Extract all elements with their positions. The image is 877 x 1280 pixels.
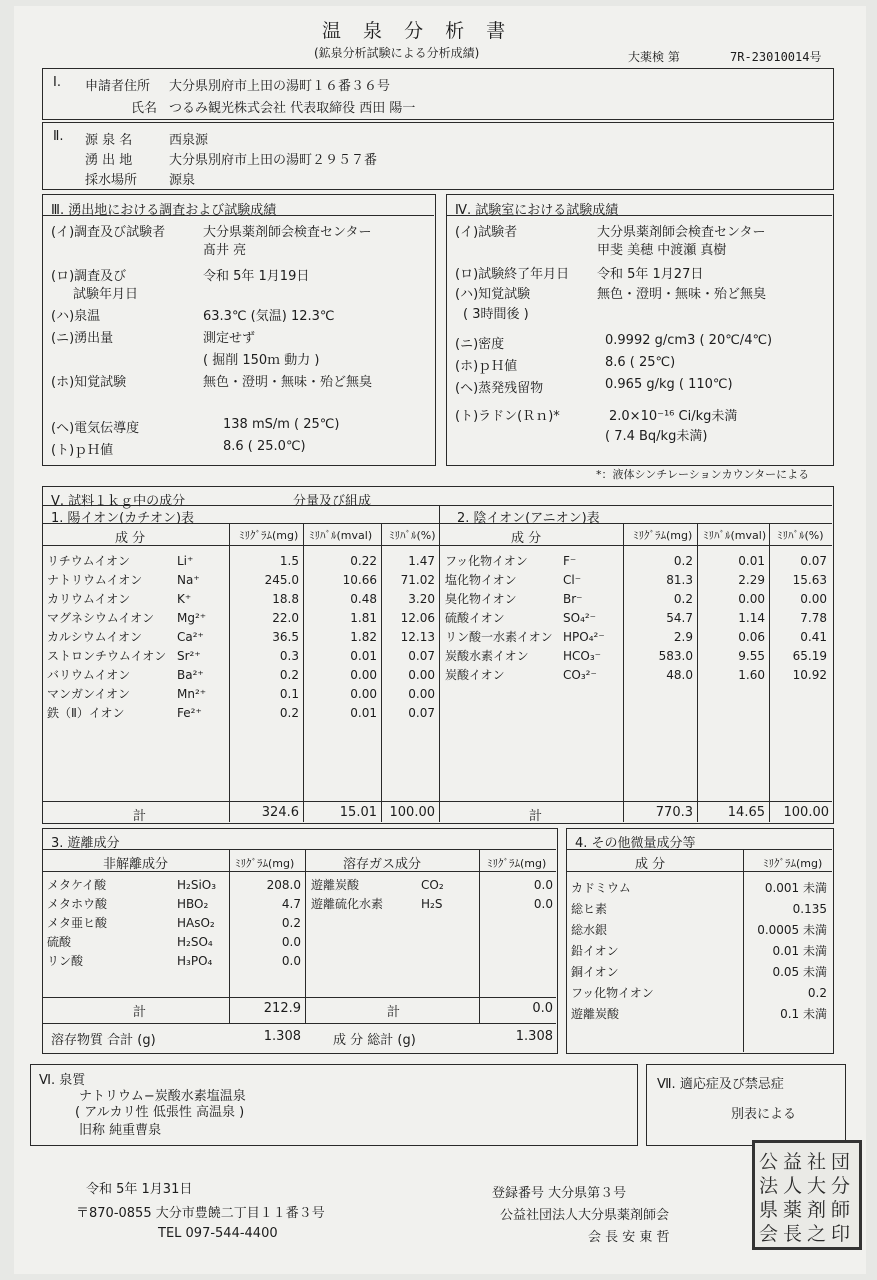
ion-name: バリウムイオン (47, 668, 131, 682)
ion-mval: 0.01 (738, 553, 765, 568)
lab-label: (ヘ)蒸発残留物 (455, 381, 544, 396)
component-mg: 0.0 (281, 934, 301, 949)
lab-value: 令和 5年 1月27日 (597, 267, 704, 282)
quality-line-1: ナトリウム−炭酸水素塩温泉 (79, 1089, 246, 1104)
trace-value: 0.1 未満 (780, 1007, 827, 1021)
document-subtitle: (鉱泉分析試験による分析成績) (314, 46, 480, 60)
sampling-place-label: 採水場所 (85, 173, 138, 188)
ion-mg: 1.5 (279, 553, 299, 568)
organization-name: 公益社団法人大分県薬剤師会 (500, 1208, 670, 1223)
applicant-box (42, 68, 834, 120)
dissolved-total-label: 溶存物質 合計 (g) (51, 1033, 156, 1048)
free-col-mg: ﾐﾘｸﾞﾗﾑ(mg) (235, 857, 295, 870)
component-formula: HAsO₂ (177, 915, 215, 930)
ion-mg: 36.5 (272, 629, 299, 644)
site-survey-box (42, 194, 436, 466)
lab-value: 8.6 ( 25℃) (605, 355, 676, 370)
spring-quality-box (30, 1064, 638, 1146)
ion-name: 硫酸イオン (445, 611, 505, 625)
ion-pct: 71.02 (400, 572, 435, 587)
ion-name: カルシウムイオン (47, 630, 142, 644)
trace-value: 0.0005 未満 (757, 923, 827, 937)
applicant-name: つるみ観光株式会社 代表取締役 西田 陽一 (169, 101, 416, 116)
quality-line-2: ( アルカリ性 低張性 高温泉 ) (75, 1105, 245, 1120)
survey-value: 無色・澄明・無味・殆ど無臭 (203, 375, 373, 390)
analysis-document (14, 6, 866, 1274)
table-row (567, 898, 831, 919)
cation-col-pct: ﾐﾘﾊﾞﾙ(%) (389, 529, 436, 542)
ion-mval: 10.66 (342, 572, 377, 587)
component-name: リン酸 (47, 954, 84, 968)
component-formula: H₂SO₄ (177, 934, 213, 949)
indication-body: 別表による (731, 1107, 797, 1122)
ion-mg: 0.2 (279, 705, 299, 720)
table-row (567, 919, 831, 940)
ion-mg: 22.0 (272, 610, 299, 625)
ion-formula: Ba²⁺ (177, 667, 204, 682)
trace-value: 0.001 未満 (764, 881, 827, 895)
component-mg: 208.0 (266, 877, 301, 892)
dissolved-total: 1.308 (263, 1029, 301, 1044)
ion-mval: 9.55 (738, 648, 765, 663)
lab-test-heading: Ⅳ. 試験室における試験成績 (455, 203, 619, 218)
ion-name: マグネシウムイオン (47, 611, 155, 625)
survey-value: 測定せず (203, 331, 256, 346)
table-row (307, 894, 557, 913)
ion-mval: 0.01 (350, 648, 377, 663)
lab-label: (ニ)密度 (455, 337, 505, 352)
ion-pct: 0.07 (408, 705, 435, 720)
lab-test-box (446, 194, 834, 466)
quality-line-3: 旧称 純重曹泉 (79, 1123, 162, 1138)
component-formula: H₃PO₄ (177, 953, 213, 968)
quality-title: Ⅵ. 泉質 (39, 1073, 86, 1088)
indication-box (646, 1064, 846, 1146)
ion-mg: 0.3 (279, 648, 299, 663)
component-formula: H₂SiO₃ (177, 877, 217, 892)
ion-mval: 0.22 (350, 553, 377, 568)
table-row (43, 551, 439, 570)
table-row (567, 877, 831, 898)
lab-label: (イ)試験者 (455, 225, 518, 240)
trace-value: 0.01 未満 (772, 944, 827, 958)
lab-value: 2.0×10⁻¹⁶ Ci/kg未満 (609, 409, 738, 424)
section-number: Ⅰ. (53, 75, 61, 90)
component-name: メタホウ酸 (47, 897, 108, 911)
ion-mg: 54.7 (666, 610, 693, 625)
ion-pct: 12.13 (400, 629, 435, 644)
cation-total-mval: 15.01 (339, 805, 377, 820)
ion-mval: 1.82 (350, 629, 377, 644)
table-row (43, 570, 439, 589)
anion-col-component: 成 分 (511, 531, 542, 546)
ion-pct: 65.19 (792, 648, 827, 663)
ion-name: フッ化物イオン (445, 554, 528, 568)
survey-label: (イ)調査及び試験者 (51, 225, 166, 240)
survey-label: (ヘ)電気伝導度 (51, 421, 140, 436)
table-row (43, 608, 439, 627)
ion-formula: HPO₄²⁻ (563, 629, 605, 644)
nondiss-total-label: 計 (133, 1005, 147, 1020)
anion-total-pct: 100.00 (783, 805, 829, 820)
ion-mg: 18.8 (272, 591, 299, 606)
ion-formula: HCO₃⁻ (563, 648, 601, 663)
survey-value: 髙井 亮 (203, 243, 247, 258)
ion-formula: Li⁺ (177, 553, 194, 568)
table-row (441, 608, 831, 627)
ion-mg: 583.0 (658, 648, 693, 663)
gas-total: 0.0 (532, 1001, 553, 1016)
ion-pct: 1.47 (408, 553, 435, 568)
cation-total-label: 計 (133, 809, 147, 824)
lab-label: (ハ)知覚試験 (455, 287, 531, 302)
lab-value: ( 7.4 Bq/kg未満) (605, 429, 708, 444)
nondiss-total: 212.9 (263, 1001, 301, 1016)
table-row (43, 589, 439, 608)
registration-number: 登録番号 大分県第３号 (492, 1186, 627, 1201)
applicant-address: 大分県別府市上田の湯町１６番３６号 (169, 79, 391, 94)
gas-mg: 0.0 (533, 877, 553, 892)
anion-total-mg: 770.3 (655, 805, 693, 820)
ion-name: ストロンチウムイオン (47, 649, 167, 663)
survey-label: (ニ)湧出量 (51, 331, 114, 346)
components-heading-2: 分量及び組成 (293, 494, 372, 509)
ion-pct: 7.78 (800, 610, 827, 625)
applicant-address-label: 申請者住所 (85, 79, 151, 94)
ion-formula: Cl⁻ (563, 572, 582, 587)
ion-pct: 0.00 (408, 686, 435, 701)
ion-mg: 2.9 (673, 629, 693, 644)
ion-formula: CO₃²⁻ (563, 667, 597, 682)
ion-mg: 48.0 (666, 667, 693, 682)
ion-pct: 10.92 (792, 667, 827, 682)
radon-footnote: *：液体シンチレーションカウンターによる (596, 468, 810, 481)
ion-mg: 0.2 (279, 667, 299, 682)
ion-mval: 1.14 (738, 610, 765, 625)
trace-value: 0.05 未満 (772, 965, 827, 979)
trace-name: 総ヒ素 (571, 902, 608, 916)
anion-total-mval: 14.65 (727, 805, 765, 820)
trace-value: 0.135 (792, 901, 827, 916)
gas-total-label: 計 (387, 1005, 401, 1020)
ion-formula: Na⁺ (177, 572, 200, 587)
free-components-box (42, 828, 558, 1054)
source-name-label: 源 泉 名 (85, 133, 133, 148)
ion-mval: 1.60 (738, 667, 765, 682)
indication-title: Ⅶ. 適応症及び禁忌症 (657, 1077, 784, 1092)
gas-name: 遊離硫化水素 (311, 897, 384, 911)
ion-name: 鉄（Ⅱ）イオン (47, 706, 125, 720)
lab-label: (ロ)試験終了年月日 (455, 267, 570, 282)
ion-name: リチウムイオン (47, 554, 131, 568)
trace-name: 鉛イオン (571, 944, 619, 958)
cation-col-component: 成 分 (115, 531, 146, 546)
anion-total-label: 計 (529, 809, 543, 824)
trace-title: 4. その他微量成分等 (575, 836, 696, 851)
survey-value: 138 mS/m ( 25℃) (223, 417, 340, 432)
lab-value: 無色・澄明・無味・殆ど無臭 (597, 287, 767, 302)
trace-col-component: 成 分 (635, 857, 666, 872)
component-mg: 4.7 (281, 896, 301, 911)
source-name: 西泉源 (169, 133, 209, 148)
ion-pct: 0.41 (800, 629, 827, 644)
lab-value: 甲斐 美穂 中渡瀬 真樹 (597, 243, 727, 258)
ion-pct: 0.00 (800, 591, 827, 606)
grand-total-label: 成 分 総計 (g) (333, 1033, 416, 1048)
anion-col-mg: ﾐﾘｸﾞﾗﾑ(mg) (633, 529, 693, 542)
ion-mval: 0.48 (350, 591, 377, 606)
chairman-name: 会 長 安 東 哲 (588, 1230, 670, 1245)
gas-mg: 0.0 (533, 896, 553, 911)
ion-pct: 0.00 (408, 667, 435, 682)
table-row (43, 703, 439, 722)
cation-table-title: 1. 陽イオン(カチオン)表 (51, 511, 195, 526)
ion-name: 臭化物イオン (445, 592, 517, 606)
table-row (43, 951, 305, 970)
ion-mval: 0.00 (350, 667, 377, 682)
components-box (42, 486, 834, 824)
cation-total-pct: 100.00 (389, 805, 435, 820)
trace-name: 銅イオン (571, 965, 619, 979)
ion-name: カリウムイオン (47, 592, 131, 606)
anion-col-mval: ﾐﾘﾊﾞﾙ(mval) (703, 529, 767, 542)
ion-name: 塩化物イオン (445, 573, 517, 587)
source-box (42, 122, 834, 190)
ion-pct: 12.06 (400, 610, 435, 625)
org-tel: TEL 097-544-4400 (158, 1226, 278, 1241)
table-row (441, 646, 831, 665)
component-name: 硫酸 (47, 935, 72, 949)
table-row (567, 1003, 831, 1024)
ion-name: 炭酸イオン (445, 668, 505, 682)
section-number: Ⅱ. (53, 129, 64, 144)
ion-name: ナトリウムイオン (47, 573, 143, 587)
ion-pct: 3.20 (408, 591, 435, 606)
ion-pct: 0.07 (408, 648, 435, 663)
table-row (43, 875, 305, 894)
lab-value: 0.9992 g/cm3 ( 20℃/4℃) (605, 333, 773, 348)
ion-formula: K⁺ (177, 591, 192, 606)
cation-col-mval: ﾐﾘﾊﾞﾙ(mval) (309, 529, 373, 542)
survey-value: ( 掘削 150ｍ 動力 ) (203, 353, 320, 368)
table-row (43, 627, 439, 646)
ion-formula: Mn²⁺ (177, 686, 207, 701)
ion-pct: 0.07 (800, 553, 827, 568)
table-row (441, 627, 831, 646)
trace-name: カドミウム (571, 881, 631, 895)
ion-formula: Sr²⁺ (177, 648, 201, 663)
issue-date: 令和 5年 1月31日 (86, 1182, 193, 1197)
cation-col-mg: ﾐﾘｸﾞﾗﾑ(mg) (239, 529, 299, 542)
cation-total-mg: 324.6 (261, 805, 299, 820)
table-row (441, 665, 831, 684)
gas-col-mg: ﾐﾘｸﾞﾗﾑ(mg) (487, 857, 547, 870)
component-mg: 0.0 (281, 953, 301, 968)
gas-name: 遊離炭酸 (311, 878, 360, 892)
table-row (307, 875, 557, 894)
gas-formula: CO₂ (421, 877, 444, 892)
ion-mg: 0.2 (673, 553, 693, 568)
table-row (43, 665, 439, 684)
gas-col: 溶存ガス成分 (343, 857, 422, 872)
ion-mval: 1.81 (350, 610, 377, 625)
site-survey-heading: Ⅲ. 湧出地における調査および試験成績 (51, 203, 277, 218)
survey-value: 8.6 ( 25.0℃) (223, 439, 306, 454)
table-row (43, 646, 439, 665)
ion-mval: 0.06 (738, 629, 765, 644)
ion-name: 炭酸水素イオン (445, 649, 529, 663)
trace-name: 総水銀 (571, 923, 608, 937)
ion-mg: 0.2 (673, 591, 693, 606)
trace-name: 遊離炭酸 (571, 1007, 620, 1021)
ion-pct: 15.63 (792, 572, 827, 587)
document-title: 温 泉 分 析 書 (322, 20, 514, 42)
components-heading: Ⅴ. 試料１ｋｇ中の成分 (51, 494, 186, 509)
trace-components-box (566, 828, 834, 1054)
ion-mg: 0.1 (279, 686, 299, 701)
nondiss-col: 非解離成分 (103, 857, 169, 872)
table-row (567, 982, 831, 1003)
table-row (43, 932, 305, 951)
ion-mg: 81.3 (666, 572, 693, 587)
official-seal: 公 益 社 団 法 人 大 分 県 薬 剤 師 会 長 之 印 (752, 1140, 862, 1250)
survey-label: 試験年月日 (73, 287, 139, 302)
ion-formula: Fe²⁺ (177, 705, 202, 720)
ion-mval: 2.29 (738, 572, 765, 587)
survey-value: 63.3℃ (気温) 12.3℃ (203, 309, 335, 324)
anion-table-title: 2. 陰イオン(アニオン)表 (457, 511, 600, 526)
org-address: 〒870-0855 大分市豊饒二丁目１１番３号 (76, 1206, 325, 1221)
survey-label: (ト)ｐＨ値 (51, 443, 114, 458)
survey-value: 令和 5年 1月19日 (203, 269, 310, 284)
ion-mval: 0.01 (350, 705, 377, 720)
ion-formula: Mg²⁺ (177, 610, 207, 625)
trace-value: 0.2 (807, 985, 827, 1000)
lab-label: ( 3時間後 ) (463, 307, 529, 322)
table-row (441, 589, 831, 608)
ion-formula: Ca²⁺ (177, 629, 204, 644)
free-title: 3. 遊離成分 (51, 836, 120, 851)
survey-label: (ホ)知覚試験 (51, 375, 127, 390)
source-location: 大分県別府市上田の湯町２９５７番 (169, 153, 378, 168)
grand-total: 1.308 (515, 1029, 553, 1044)
table-row (43, 684, 439, 703)
sampling-place: 源泉 (169, 173, 196, 188)
table-row (43, 894, 305, 913)
ion-mg: 245.0 (264, 572, 299, 587)
survey-value: 大分県薬剤師会検査センター (203, 225, 372, 240)
table-row (43, 913, 305, 932)
ion-mval: 0.00 (738, 591, 765, 606)
component-name: メタケイ酸 (47, 878, 107, 892)
lab-label: (ト)ラドン(Ｒｎ)* (455, 409, 560, 424)
ion-name: リン酸一水素イオン (445, 630, 553, 644)
trace-name: フッ化物イオン (571, 986, 654, 1000)
lab-value: 0.965 g/kg ( 110℃) (605, 377, 733, 392)
doc-number-label: 大薬検 第 (628, 50, 680, 64)
ion-formula: SO₄²⁻ (563, 610, 597, 625)
component-name: メタ亜ヒ酸 (47, 916, 108, 930)
ion-formula: F⁻ (563, 553, 577, 568)
lab-value: 大分県薬剤師会検査センター (597, 225, 766, 240)
gas-formula: H₂S (421, 896, 443, 911)
table-row (567, 961, 831, 982)
doc-number: 7R-23010014号 (730, 50, 822, 64)
survey-label: (ロ)調査及び (51, 269, 127, 284)
applicant-name-label: 氏名 (131, 101, 158, 116)
table-row (567, 940, 831, 961)
component-formula: HBO₂ (177, 896, 209, 911)
trace-col-mg: ﾐﾘｸﾞﾗﾑ(mg) (763, 857, 823, 870)
source-location-label: 湧 出 地 (85, 153, 133, 168)
ion-formula: Br⁻ (563, 591, 583, 606)
table-row (441, 570, 831, 589)
ion-name: マンガンイオン (47, 687, 131, 701)
component-mg: 0.2 (281, 915, 301, 930)
anion-col-pct: ﾐﾘﾊﾞﾙ(%) (777, 529, 824, 542)
table-row (441, 551, 831, 570)
survey-label: (ハ)泉温 (51, 309, 101, 324)
lab-label: (ホ)ｐＨ値 (455, 359, 518, 374)
ion-mval: 0.00 (350, 686, 377, 701)
